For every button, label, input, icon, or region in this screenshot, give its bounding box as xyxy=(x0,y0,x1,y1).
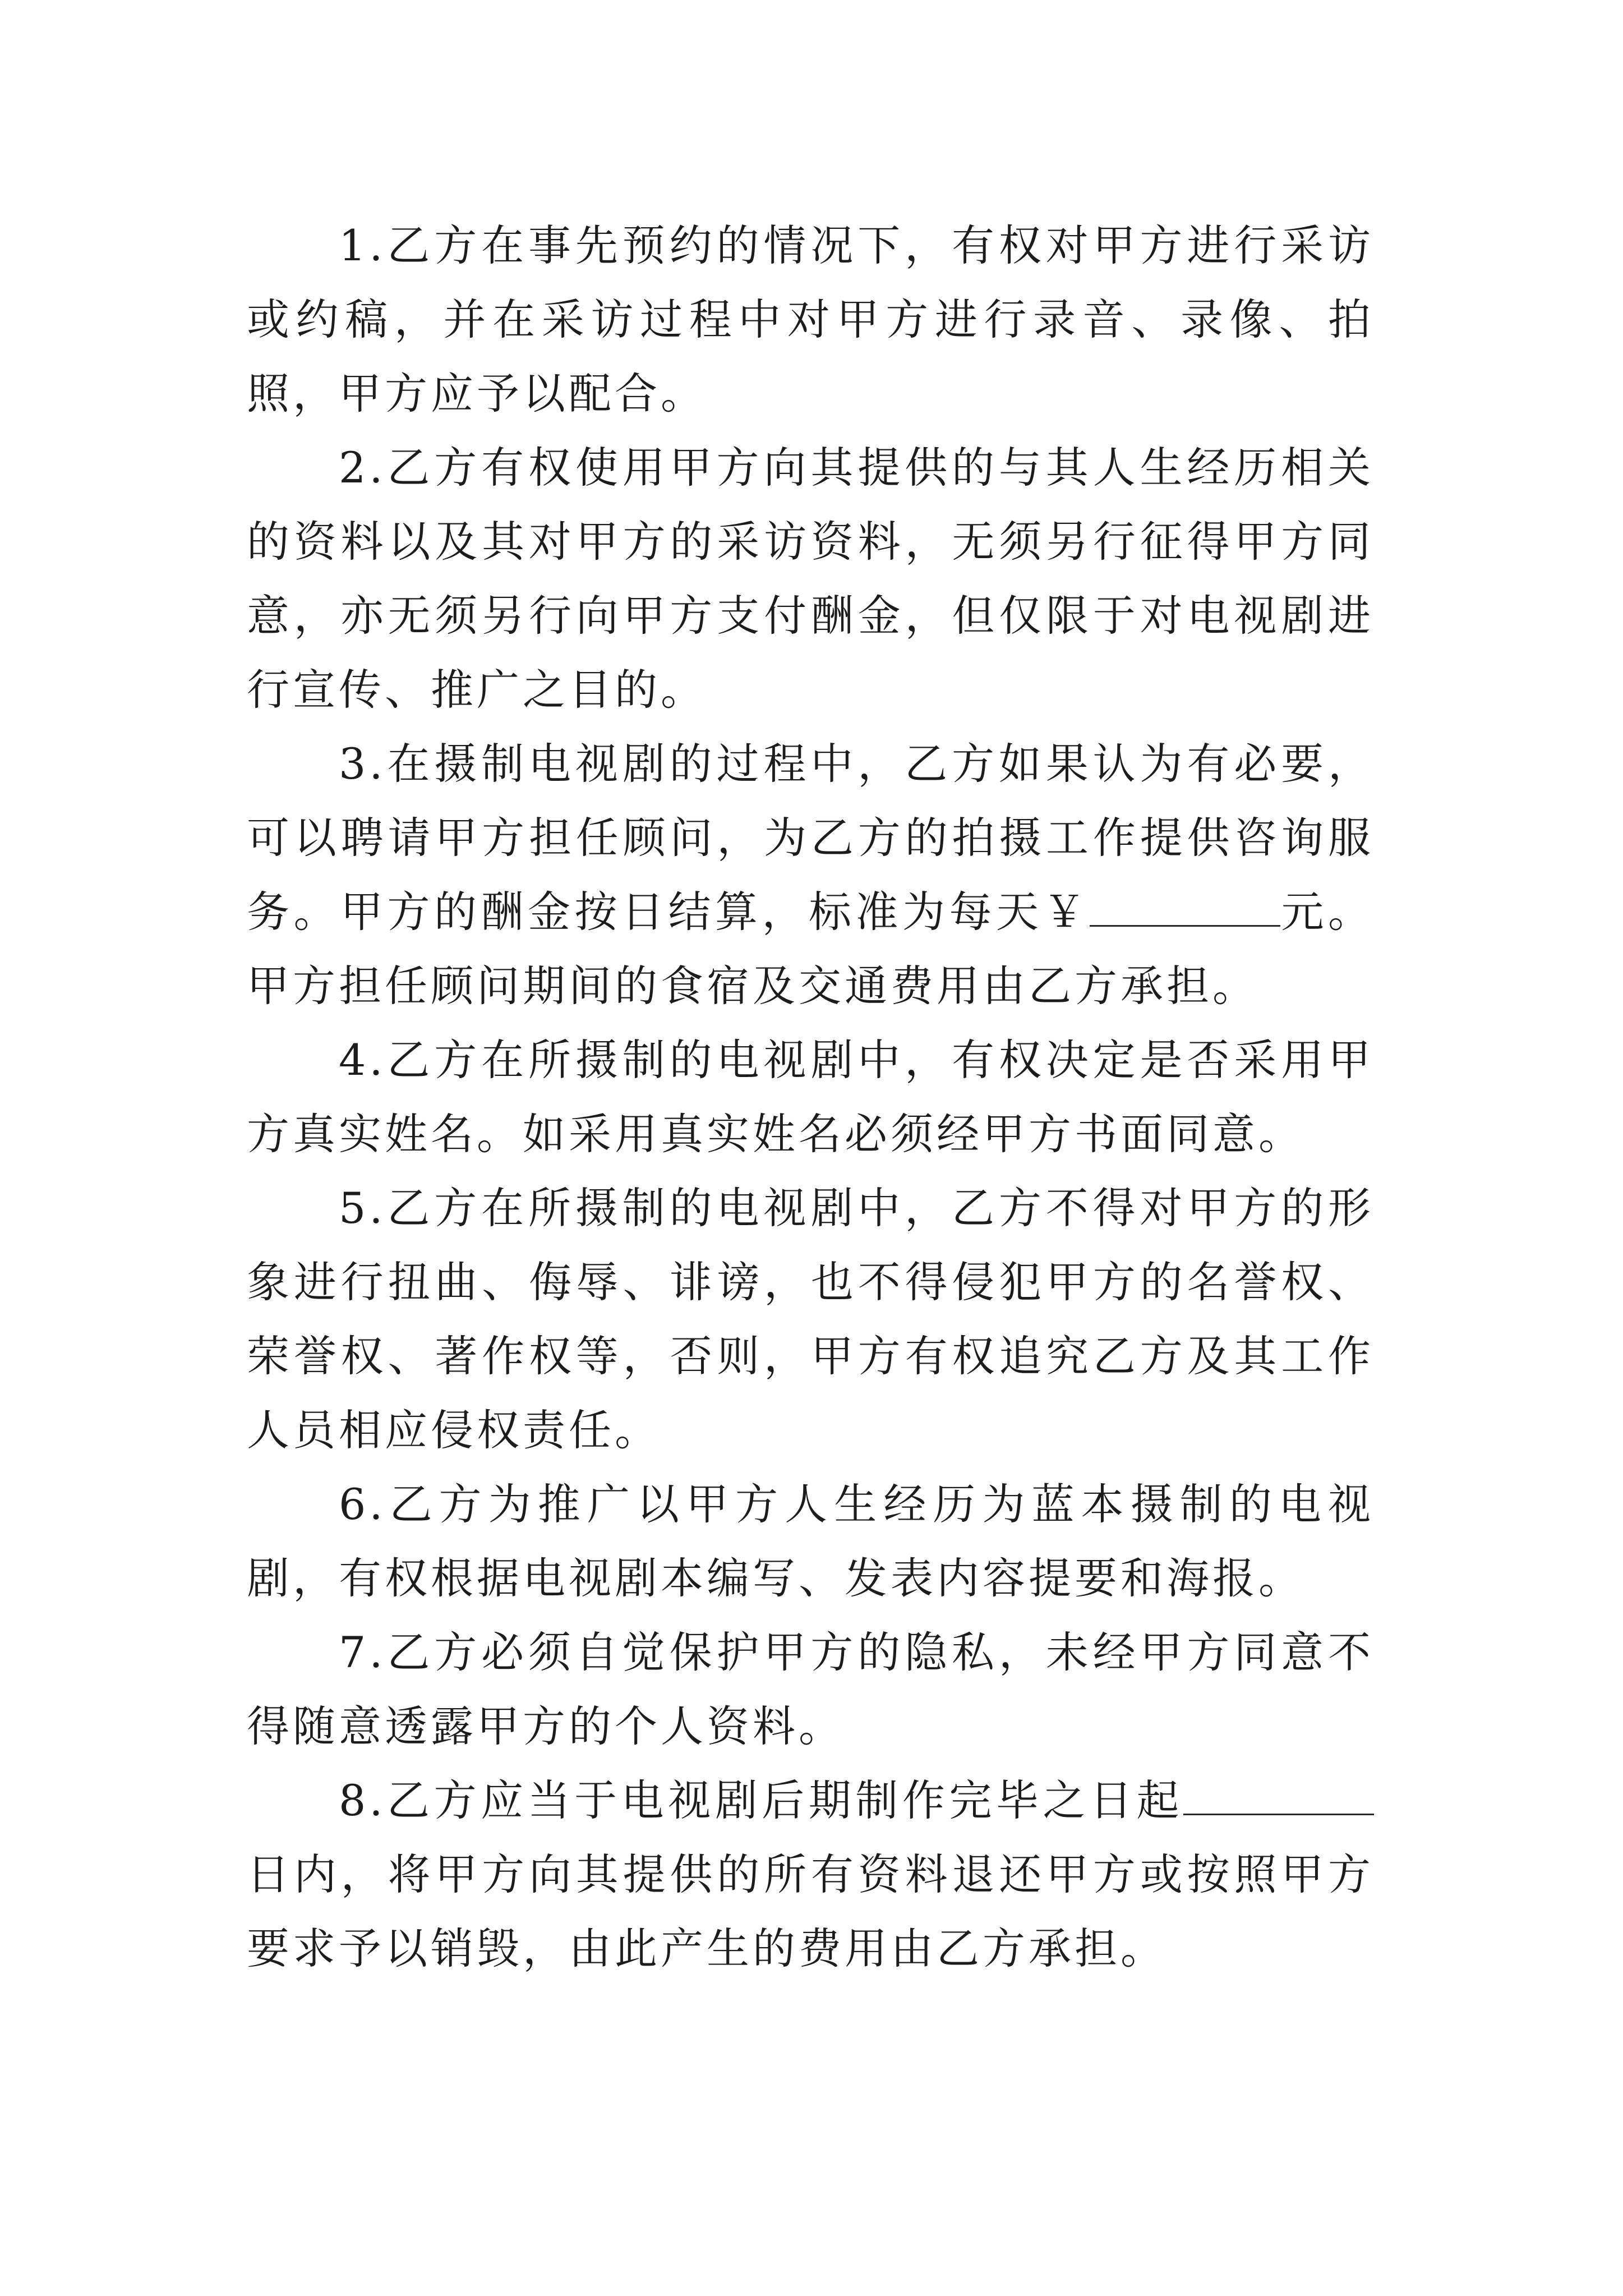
clause-1-text: 1.乙方在事先预约的情况下，有权对甲方进行采访或约稿，并在采访过程中对甲方进行录音、录像、拍照，甲方应予以配合。 xyxy=(247,220,1374,418)
clause-7 xyxy=(247,1616,1374,1764)
clause-3-text-after: 元。甲方担任顾问期间的食宿及交通费用由乙方承担。 xyxy=(247,887,1374,1011)
clause-5 xyxy=(247,1171,1374,1467)
clause-6-text: 6.乙方为推广以甲方人生经历为蓝本摄制的电视剧，有权根据电视剧本编写、发表内容提要和海报。 xyxy=(247,1479,1374,1603)
clause-2 xyxy=(247,431,1374,727)
clause-3-text-before: 3.在摄制电视剧的过程中，乙方如果认为有必要，可以聘请甲方担任顾问，为乙方的拍摄工作提供咨询服务。甲方的酬金按日结算，标准为每天￥ xyxy=(247,739,1374,937)
clause-8 xyxy=(247,1764,1374,1986)
fee-blank-line xyxy=(1090,891,1280,927)
clause-8-text-before: 8.乙方应当于电视剧后期制作完毕之日起 xyxy=(339,1775,1183,1825)
contract-clauses xyxy=(247,209,1374,1986)
clause-4 xyxy=(247,1023,1374,1171)
clause-5-text: 5.乙方在所摄制的电视剧中，乙方不得对甲方的形象进行扭曲、侮辱、诽谤，也不得侵犯甲方的名誉权、荣誉权、著作权等，否则，甲方有权追究乙方及其工作人员相应侵权责任。 xyxy=(247,1183,1374,1455)
clause-4-text: 4.乙方在所摄制的电视剧中，有权决定是否采用甲方真实姓名。如采用真实姓名必须经甲方书面同意。 xyxy=(247,1035,1374,1159)
clause-1 xyxy=(247,209,1374,431)
days-blank-line xyxy=(1183,1780,1374,1815)
clause-2-text: 2.乙方有权使用甲方向其提供的与其人生经历相关的资料以及其对甲方的采访资料，无须另行征得甲方同意，亦无须另行向甲方支付酬金，但仅限于对电视剧进行宣传、推广之目的。 xyxy=(247,443,1374,715)
clause-7-text: 7.乙方必须自觉保护甲方的隐私，未经甲方同意不得随意透露甲方的个人资料。 xyxy=(247,1627,1374,1751)
clause-6 xyxy=(247,1467,1374,1616)
clause-3 xyxy=(247,727,1374,1023)
clause-8-text-after: 日内，将甲方向其提供的所有资料退还甲方或按照甲方要求予以销毁，由此产生的费用由乙方承担。 xyxy=(247,1849,1374,1973)
